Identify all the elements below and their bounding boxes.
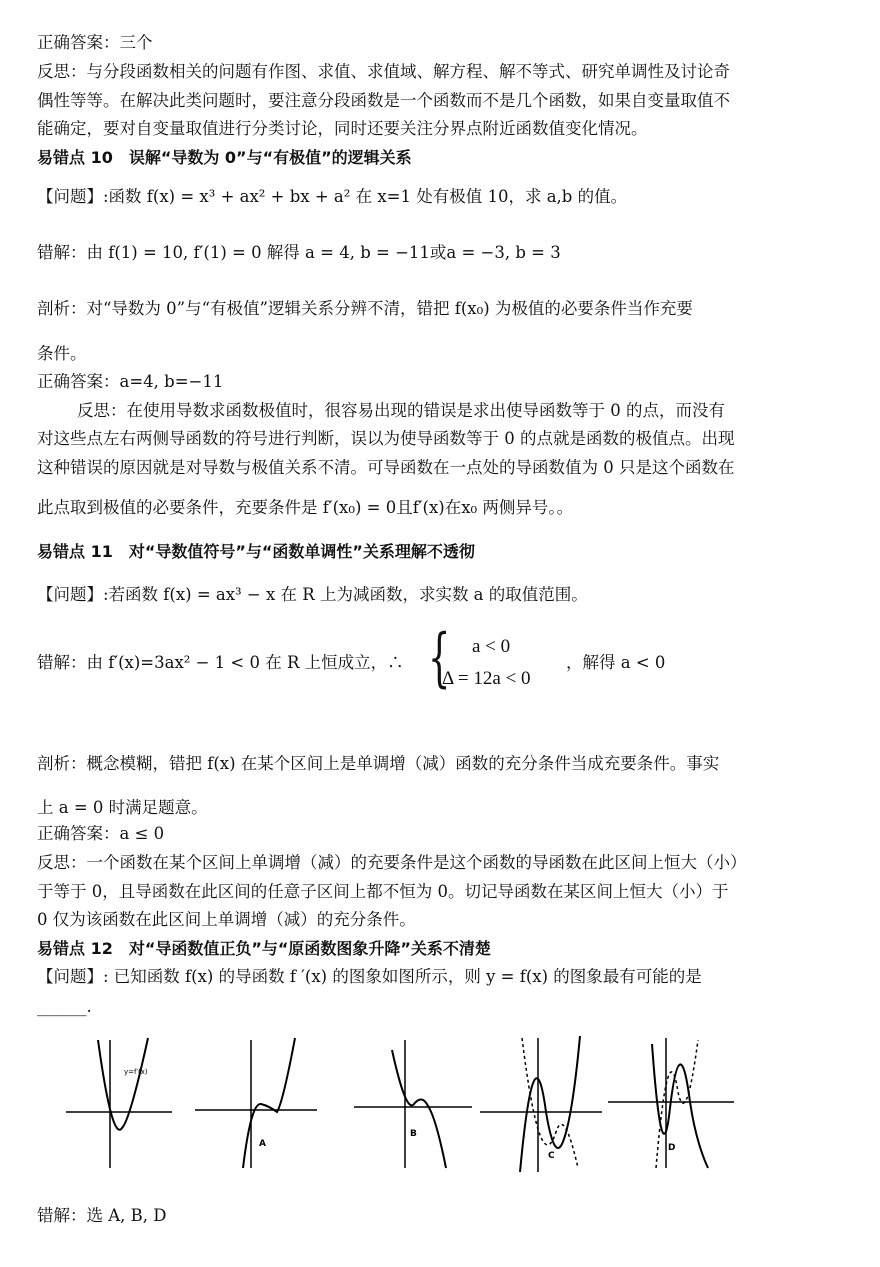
inequality-system: { a < 0 Δ = 12a < 0 — [428, 621, 531, 695]
problem-10: 【问题】:函数 f(x) = x³ + ax² + bx + a² 在 x=1 处有极值 10，求 a,b 的值。 — [37, 187, 628, 206]
graph-label-a: A — [259, 1139, 266, 1149]
graph-option-a — [195, 1032, 320, 1172]
graph-options — [60, 1032, 760, 1182]
reflection-10: 这种错误的原因就是对导数与极值关系不清。可导函数在一点处的导函数值为 0 只是这个函数在 — [37, 458, 735, 477]
graph-label-c: C — [548, 1151, 555, 1161]
derivative-graph — [60, 1032, 175, 1172]
wrong-solution-11: 错解：由 f′(x)=3ax² − 1 < 0 在 R 上恒成立，∴ — [37, 653, 404, 672]
system-row-1: a < 0 — [472, 636, 511, 657]
reflection-line: 偶性等等。在解决此类问题时，要注意分段函数是一个函数而不是几个函数，如果自变量取值不 — [37, 91, 730, 110]
reflection-10: 对这些点左右两侧导函数的符号进行判断，误以为使导函数等于 0 的点就是函数的极值点。出现 — [37, 429, 735, 448]
graph-label-b: B — [410, 1129, 417, 1139]
graph-option-d — [608, 1032, 738, 1172]
graph-label-d: D — [668, 1143, 676, 1153]
answer-line-1: 正确答案：三个 — [37, 33, 153, 52]
problem-12-blank: ______. — [37, 997, 92, 1016]
reflection-line: 能确定，要对自变量取值进行分类讨论，同时还要关注分界点附近函数值变化情况。 — [37, 119, 648, 138]
system-row-2: Δ = 12a < 0 — [442, 668, 531, 689]
correct-answer-10: 正确答案：a=4, b=−11 — [37, 372, 224, 391]
reflection-11: 0 仅为该函数在此区间上单调增（减）的充分条件。 — [37, 910, 416, 929]
reflection-10: 此点取到极值的必要条件，充要条件是 f′(x₀) = 0且f′(x)在x₀ 两侧异号。。 — [37, 498, 574, 517]
section-heading-10: 易错点 10 误解“导数为 0”与“有极值”的逻辑关系 — [37, 148, 412, 167]
wrong-solution-10: 错解：由 f(1) = 10, f′(1) = 0 解得 a = 4, b = −11或a = −3, b = 3 — [37, 243, 561, 262]
reflection-line: 反思：与分段函数相关的问题有作图、求值、求值域、解方程、解不等式、研究单调性及讨论奇 — [37, 62, 730, 81]
problem-11: 【问题】:若函数 f(x) = ax³ − x 在 R 上为减函数，求实数 a 的取值范围。 — [37, 585, 588, 604]
reflection-11: 于等于 0，且导函数在此区间的任意子区间上都不恒为 0。切记导函数在某区间上恒大（小）于 — [37, 882, 729, 901]
analysis-10: 剖析：对“导数为 0”与“有极值”逻辑关系分辨不清，错把 f(x₀) 为极值的必要条件当作充要 — [37, 299, 693, 318]
problem-12: 【问题】: 已知函数 f(x) 的导函数 f ′(x) 的图象如图所示，则 y = f(x) 的图象最有可能的是 — [37, 967, 702, 986]
analysis-11-cont: 上 a = 0 时满足题意。 — [37, 798, 208, 817]
wrong-solution-12: 错解：选 A, B, D — [37, 1206, 167, 1225]
section-heading-12: 易错点 12 对“导函数值正负”与“原函数图象升降”关系不清楚 — [37, 939, 491, 958]
graph-option-c — [480, 1032, 605, 1177]
wrong-solution-11-result: ，解得 a < 0 — [566, 653, 666, 672]
graph-option-b — [350, 1032, 475, 1172]
analysis-10-cont: 条件。 — [37, 344, 87, 363]
section-heading-11: 易错点 11 对“导数值符号”与“函数单调性”关系理解不透彻 — [37, 542, 475, 561]
correct-answer-11: 正确答案：a ≤ 0 — [37, 824, 165, 843]
analysis-11: 剖析：概念模糊，错把 f(x) 在某个区间上是单调增（减）函数的充分条件当成充要条件。事实 — [37, 754, 720, 773]
reflection-10: 反思：在使用导数求函数极值时，很容易出现的错误是求出使导函数等于 0 的点，而没有 — [77, 401, 725, 420]
reflection-11: 反思：一个函数在某个区间上单调增（减）的充要条件是这个函数的导函数在此区间上恒大（小） — [37, 853, 747, 872]
graph-label-derivative: y=f′(x) — [124, 1068, 148, 1076]
